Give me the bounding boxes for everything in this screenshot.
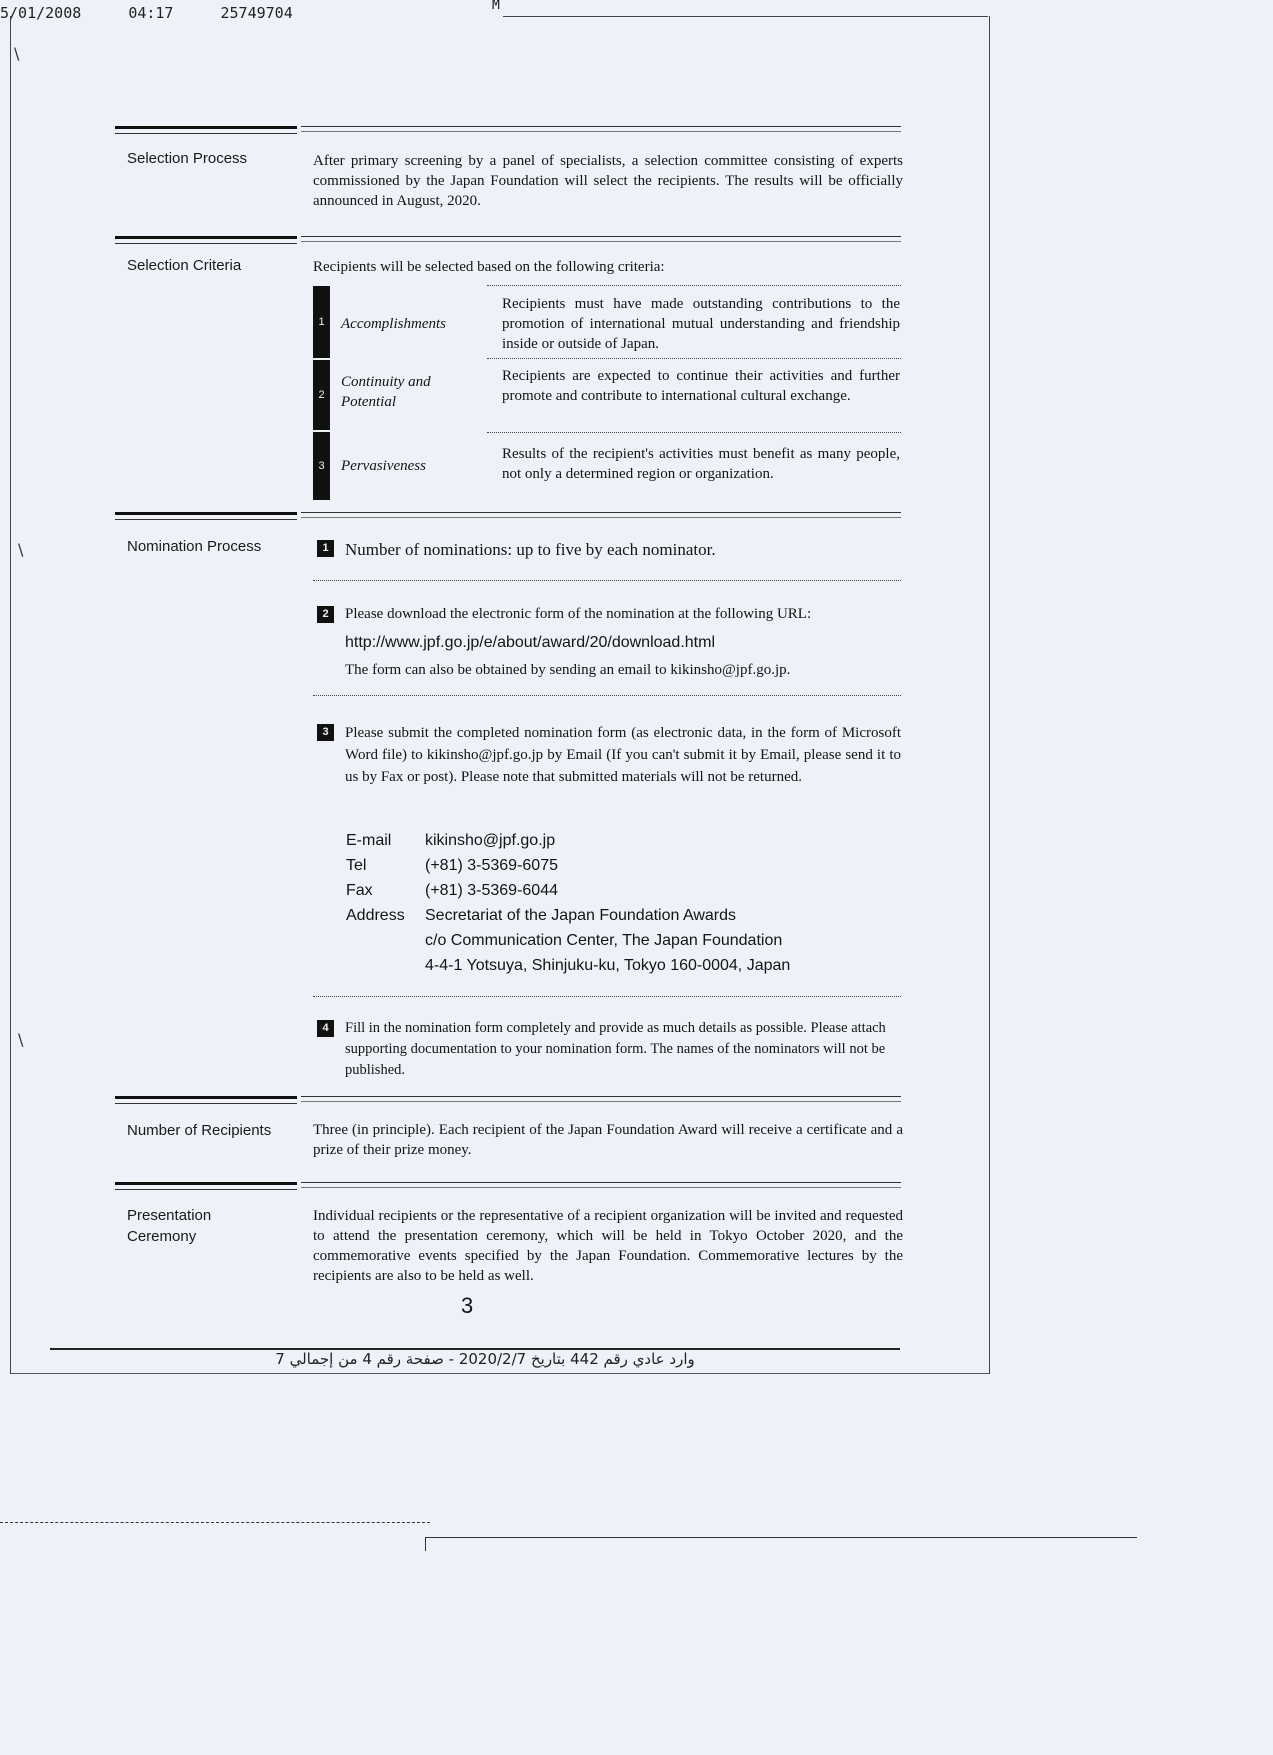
criteria-number: 3: [313, 432, 330, 500]
scan-edge: [0, 1522, 430, 1523]
section-label: Nomination Process: [127, 538, 262, 555]
step-number: 4: [317, 1020, 334, 1037]
contact-tel-label: Tel: [346, 857, 367, 874]
section-rule: [301, 1182, 901, 1183]
contact-email[interactable]: kikinsho@jpf.go.jp: [425, 832, 556, 849]
section-label: Selection Process: [127, 150, 248, 167]
section-rule: [115, 126, 297, 129]
section-text: Individual recipients or the representative of a recipient organization will be invited and requested to attend the presentation ceremony, which will be held in Tokyo October 2020, and the commemorative events specified by the Japan Foundation. Commemorative lectures by the recipients are also to be held as well.: [313, 1208, 903, 1284]
criteria-name: Pervasiveness: [341, 458, 426, 474]
step-number: 3: [317, 724, 334, 741]
step-number: 2: [317, 606, 334, 623]
criteria-number: 1: [313, 286, 330, 358]
contact-fax-label: Fax: [346, 882, 373, 899]
section-label: Number of Recipients: [127, 1122, 272, 1139]
footer-stamp: وارد عادي رقم 442 بتاريخ 2020/2/7 - صفحة رقم 4 من إجمالي 7: [275, 1350, 695, 1368]
step-number: 1: [317, 540, 334, 557]
fax-top-letter: M: [492, 0, 500, 13]
contact-email-label: E-mail: [346, 832, 392, 849]
contact-tel: (+81) 3-5369-6075: [425, 857, 558, 874]
step-text: Fill in the nomination form completely and provide as much details as possible. Please attach supporting documentation to your nomination form. The names of the nominators will not be published.: [345, 1020, 886, 1078]
margin-mark: \: [18, 540, 24, 559]
criteria-item: [313, 432, 901, 500]
divider: [487, 358, 901, 359]
contact-address-line: 4-4-1 Yotsuya, Shinjuku-ku, Tokyo 160-0004, Japan: [425, 957, 791, 974]
page-number: 3: [461, 1293, 474, 1318]
section-rule: [115, 1096, 297, 1099]
criteria-description: Results of the recipient's activities must benefit as many people, not only a determined region or organization.: [502, 446, 900, 482]
section-selection-criteria: [115, 236, 901, 506]
section-rule: [115, 236, 297, 239]
section-number-of-recipients: [115, 1096, 901, 1176]
criteria-name: Accomplishments: [341, 316, 446, 332]
section-rule: [301, 236, 901, 237]
section-label: Selection Criteria: [127, 257, 242, 274]
download-url-link[interactable]: http://www.jpf.go.jp/e/about/award/20/download.html: [345, 634, 715, 651]
section-rule: [115, 1182, 297, 1185]
section-text: After primary screening by a panel of specialists, a selection committee consisting of experts commissioned by the Japan Foundation will select the recipients. The results will be officially announced in August, 2020.: [313, 153, 903, 209]
criteria-description: Recipients must have made outstanding contributions to the promotion of international mutual understanding and friendship inside or outside of Japan.: [502, 296, 900, 352]
divider: [313, 695, 901, 696]
step-text: Number of nominations: up to five by each nominator.: [345, 540, 716, 559]
divider: [313, 996, 901, 997]
fax-date: 5/01/2008: [0, 4, 82, 22]
section-label: Ceremony: [127, 1228, 197, 1245]
contact-address-label: Address: [346, 907, 405, 924]
step-text: Please download the electronic form of the nomination at the following URL:: [345, 606, 812, 622]
step-note: The form can also be obtained by sending an email to kikinsho@jpf.go.jp.: [345, 662, 791, 678]
section-nomination-process: [115, 512, 901, 1092]
scan-edge: [425, 1537, 1137, 1538]
step-text: Please submit the completed nomination form (as electronic data, in the form of Microsoft Word file) to kikinsho@jpf.go.jp by Email (If you can't submit it by Email, please send it to us by Fax or post). Please note that submitted materials will not be returned.: [345, 725, 901, 785]
contact-fax: (+81) 3-5369-6044: [425, 882, 558, 899]
section-rule: [115, 512, 297, 515]
criteria-name: Continuity and Potential: [341, 374, 431, 410]
section-presentation-ceremony: [115, 1182, 901, 1292]
section-label: Presentation: [127, 1207, 212, 1224]
margin-mark: \: [14, 44, 20, 63]
criteria-description: Recipients are expected to continue their activities and further promote and contribute to international cultural exchange.: [502, 368, 900, 404]
section-rule: [301, 512, 901, 513]
criteria-item: [313, 286, 901, 358]
scan-edge: [425, 1537, 426, 1551]
margin-mark: \: [18, 1030, 24, 1049]
section-selection-process: [115, 126, 901, 226]
fax-time: 04:17: [128, 4, 174, 22]
section-rule: [301, 126, 901, 127]
contact-address-line: Secretariat of the Japan Foundation Awards: [425, 907, 737, 924]
criteria-number: 2: [313, 360, 330, 430]
section-text: Three (in principle). Each recipient of the Japan Foundation Award will receive a certificate and a prize of their prize money.: [313, 1122, 903, 1158]
fax-number: 25749704: [220, 4, 293, 22]
criteria-intro: Recipients will be selected based on the following criteria:: [313, 259, 665, 275]
divider: [313, 580, 901, 581]
criteria-item: [313, 360, 901, 430]
section-rule: [301, 1096, 901, 1097]
contact-address-line: c/o Communication Center, The Japan Foundation: [425, 932, 783, 949]
top-border: [503, 16, 988, 17]
